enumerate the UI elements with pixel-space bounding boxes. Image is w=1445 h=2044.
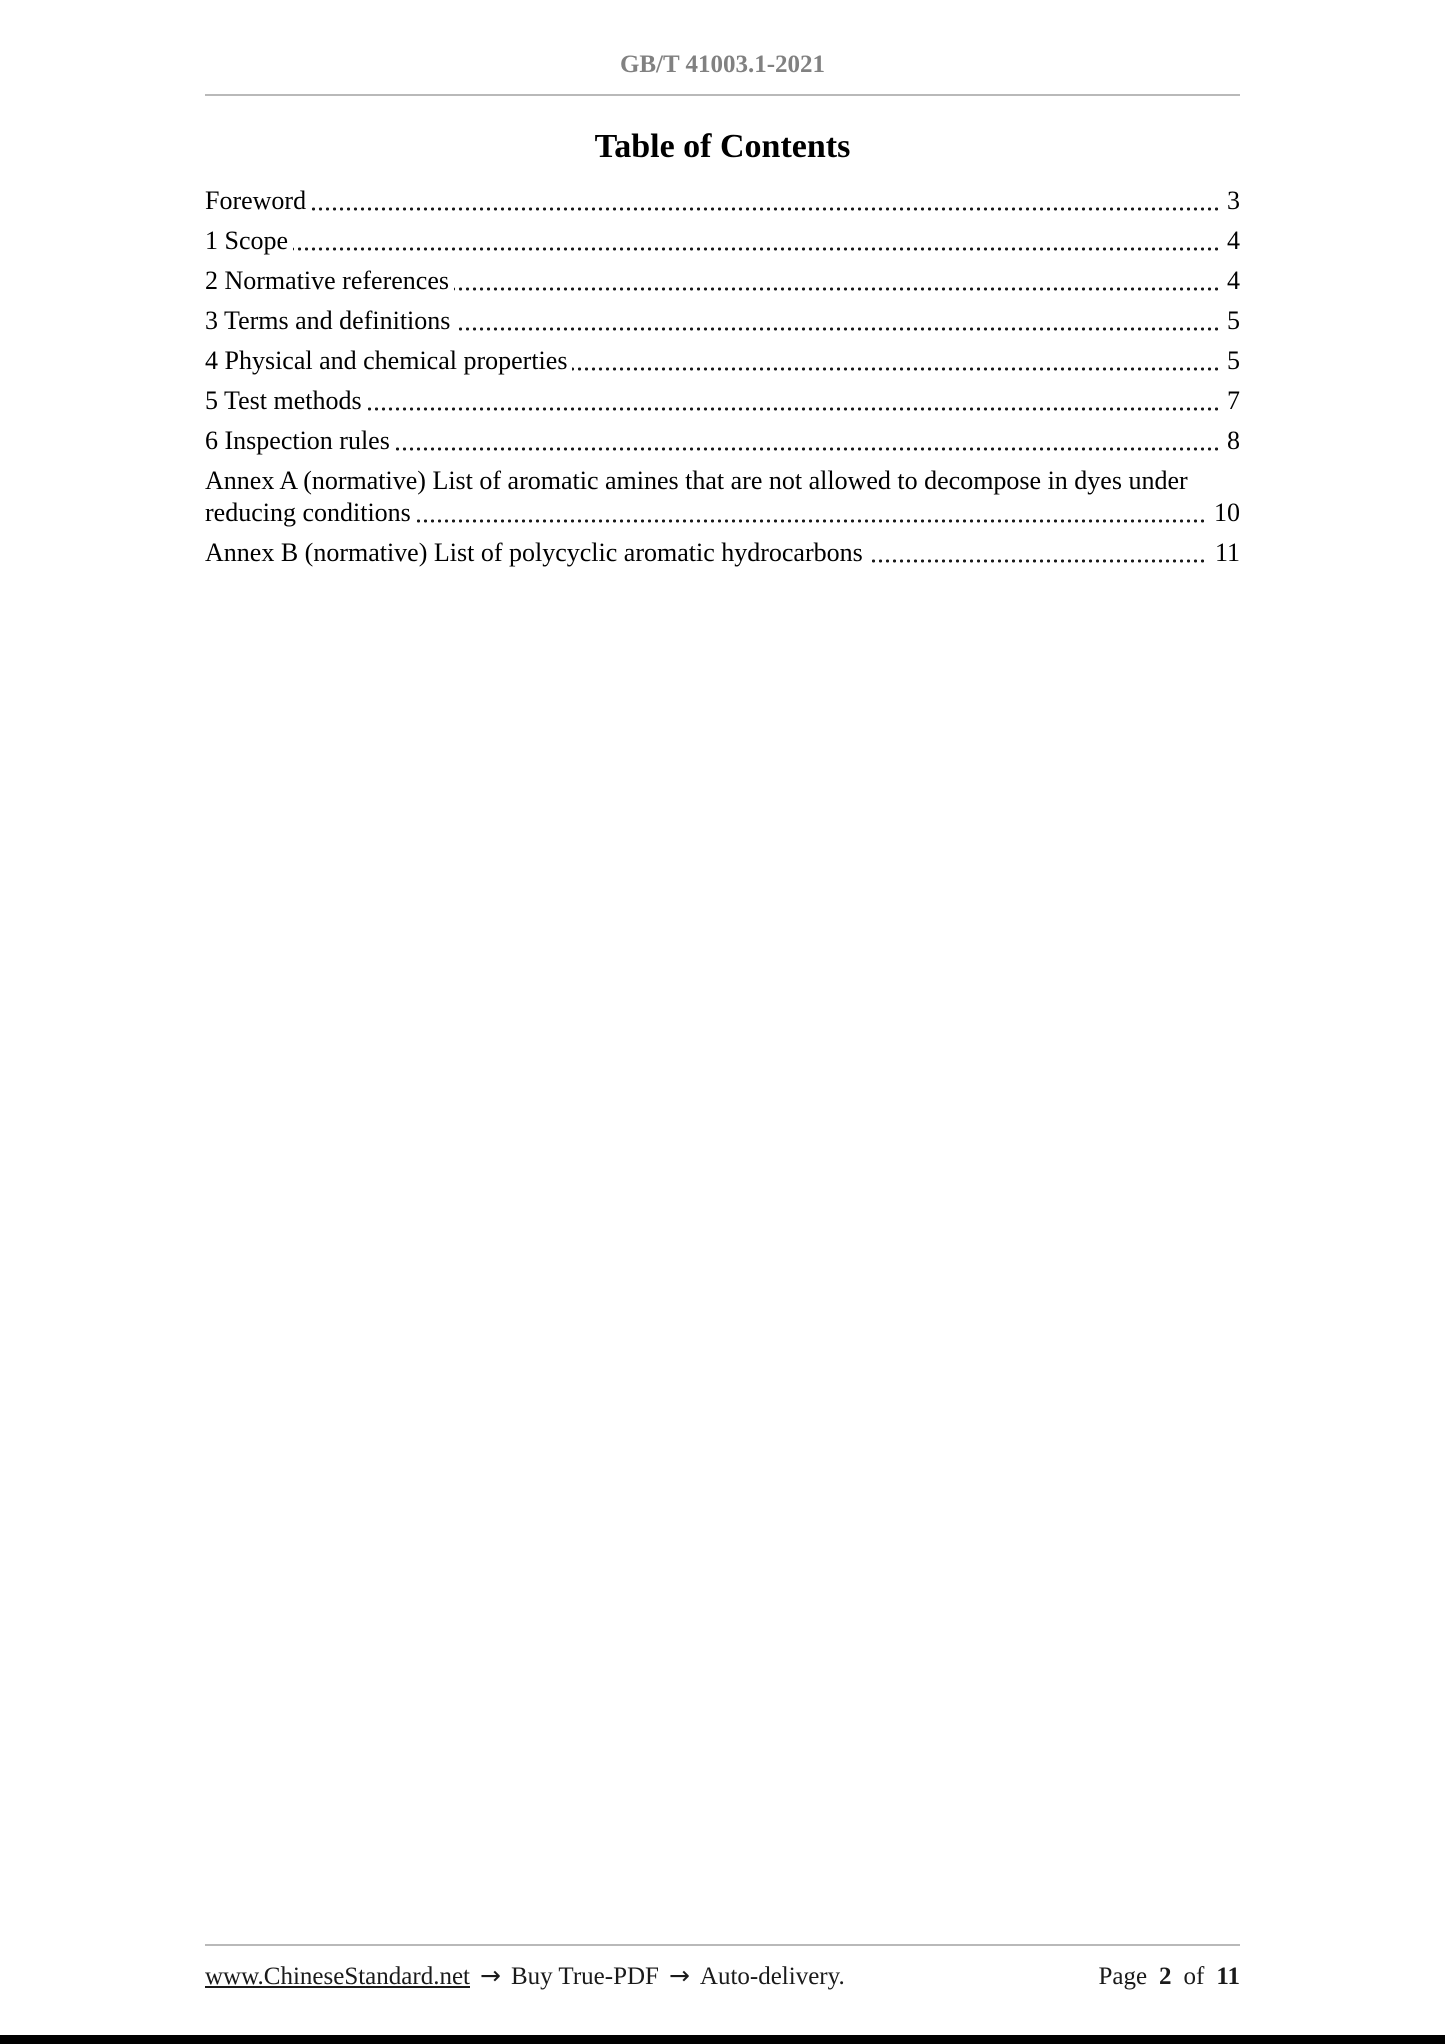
toc-entry[interactable] — [205, 425, 1240, 457]
arrow-icon: → — [480, 1961, 501, 1990]
toc-entry-label: 1 Scope — [205, 226, 293, 255]
toc-entry-page: 8 — [1219, 425, 1240, 457]
page-title: Table of Contents — [594, 128, 851, 165]
page-footer — [205, 1944, 1240, 1992]
toc-entry-label: 5 Test methods — [205, 386, 367, 415]
doc-number: GB/T 41003.1-2021 — [619, 51, 826, 78]
page-of-label: of — [1183, 1963, 1205, 1990]
page-total: 11 — [1216, 1963, 1240, 1990]
arrow-icon: → — [668, 1961, 690, 1990]
page-current: 2 — [1159, 1963, 1172, 1990]
toc-entry[interactable] — [205, 185, 1240, 217]
site-link[interactable]: www.ChineseStandard.net — [205, 1963, 470, 1990]
toc-entry-label: Annex A (normative) List of aromatic amines that are not allowed to decompose in dyes under reducing conditions — [205, 466, 1188, 527]
toc-entry[interactable] — [205, 265, 1240, 297]
toc-entry[interactable] — [205, 305, 1240, 337]
toc-entry[interactable] — [205, 465, 1240, 529]
toc-entry-label: Annex B (normative) List of polycyclic aromatic hydrocarbons — [205, 538, 868, 567]
toc-entry-label: 4 Physical and chemical properties — [205, 346, 572, 375]
toc-entry-page: 4 — [1219, 265, 1240, 297]
buy-text: Buy True-PDF — [510, 1963, 659, 1990]
toc-entry-page: 10 — [1206, 497, 1240, 529]
header-divider — [205, 94, 1240, 96]
page-indicator — [1098, 1962, 1240, 1992]
toc-entry-label: 2 Normative references — [205, 266, 454, 295]
toc-entry[interactable] — [205, 225, 1240, 257]
delivery-text: Auto-delivery. — [699, 1963, 845, 1990]
toc-entry[interactable] — [205, 385, 1240, 417]
toc-entry-page: 11 — [1207, 537, 1240, 569]
bottom-bar — [0, 2035, 1445, 2044]
toc-entry-label: 6 Inspection rules — [205, 426, 395, 455]
toc-entry-page: 3 — [1219, 185, 1240, 217]
toc-entry[interactable] — [205, 345, 1240, 377]
footer-left — [205, 1961, 845, 1992]
toc-list — [205, 185, 1240, 577]
toc-entry[interactable] — [205, 537, 1240, 569]
toc-entry-label: 3 Terms and definitions — [205, 306, 455, 335]
toc-entry-page: 5 — [1219, 345, 1240, 377]
toc-entry-page: 4 — [1219, 225, 1240, 257]
toc-entry-page: 5 — [1219, 305, 1240, 337]
page-header — [205, 50, 1240, 80]
page-label: Page — [1098, 1963, 1148, 1990]
toc-entry-label: Foreword — [205, 186, 311, 215]
toc-entry-page: 7 — [1219, 385, 1240, 417]
